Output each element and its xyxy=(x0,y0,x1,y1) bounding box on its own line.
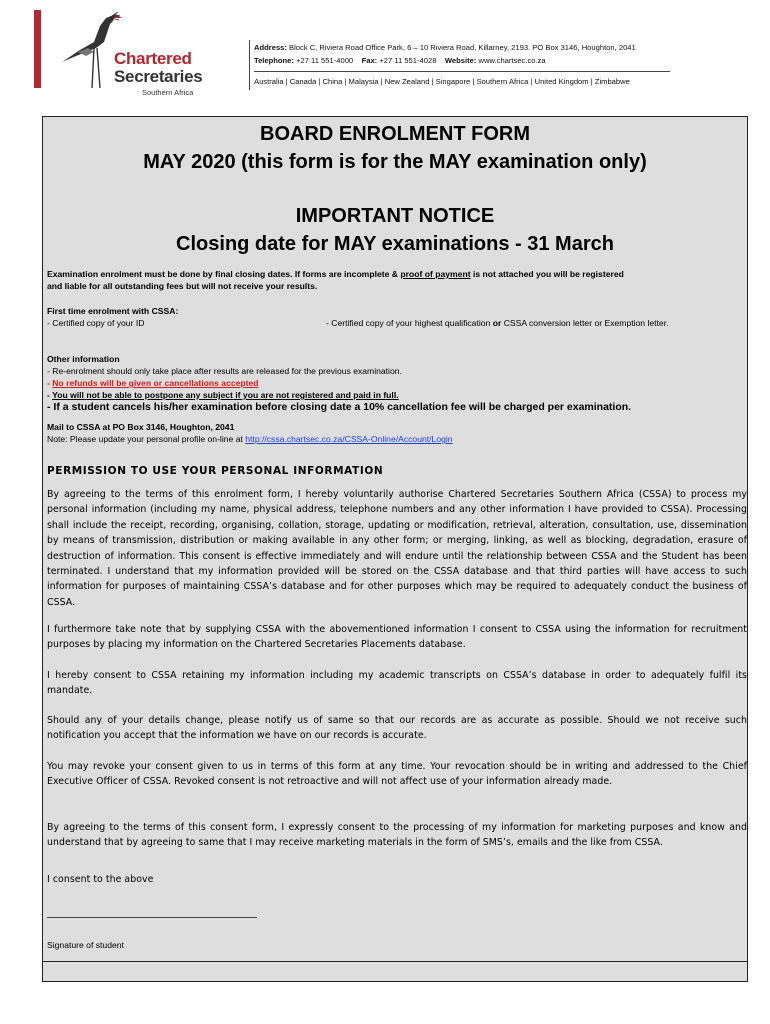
logo xyxy=(52,12,212,97)
logo-subtitle: Southern Africa xyxy=(142,88,194,97)
signature-label: Signature of student xyxy=(47,940,124,950)
fax-label: Fax: xyxy=(361,56,378,65)
telephone-line xyxy=(254,54,636,67)
header-divider-vertical xyxy=(249,40,250,90)
closing-date-notice: Closing date for MAY examinations - 31 March xyxy=(176,233,614,255)
enrolment-form xyxy=(42,116,748,982)
permission-paragraph-1: By agreeing to the terms of this enrolment form, I hereby voluntarily authorise Chartered Secretaries Southern Africa (CSSA) to process my personal information (including my name, physical address, telephone numbers and any other information I have provided to CSSA). Processing shall include the receipt, recording, organising, collation, storage, updating or modification, retrieval, alteration, consultation, use, dissemination by means of transmission, distribution or making available in any other form; or merging, linking, as well as blocking, degradation, erasure of destruction of information. This consent is effective immediately and will endure until the relationship between CSSA and the Student has been terminated. I understand that my information provided will be stored on the CSSA database and that third parties will have access to such information for purposes of maintaining CSSA’s database and for other purposes which may be required to adequately conduct the business of CSSA. xyxy=(47,489,747,608)
permission-title: PERMISSION TO USE YOUR PERSONAL INFORMATION xyxy=(47,465,384,477)
contact-block xyxy=(254,41,636,67)
other-info-reenrolment: - Re-enrolment should only take place after results are released for the previous examination. xyxy=(47,366,402,376)
signature-line[interactable] xyxy=(47,917,257,918)
telephone-value: +27 11 551-4000 xyxy=(296,56,354,65)
address-value: Block C, Riviera Road Office Park, 6 – 10 Riviera Road, Killarney, 2193. PO Box 3146, Houghton, 2041 xyxy=(289,43,636,52)
other-info-cancellation-fee: - If a student cancels his/her examination before closing date a 10% cancellation fee will be charged per examination. xyxy=(47,401,632,413)
refunds-text: No refunds will be given or cancellations accepted xyxy=(52,378,259,388)
profile-note xyxy=(47,433,745,445)
permission-paragraph-4: Should any of your details change, please notify us of same so that our records are as accurate as possible. Should we not receive such notification you accept that the information we have on our records is accurate. xyxy=(47,715,747,742)
permission-paragraph-5: You may revoke your consent given to us in terms of this form at any time. Your revocation should be in writing and addressed to the Chief Executive Officer of CSSA. Revoked consent is not retroactive and will not affect use of your information already made. xyxy=(47,761,747,788)
permission-paragraph-3: I hereby consent to CSSA retaining my information including my academic transcripts on CSSA’s database in order to adequately fulfil its mandate. xyxy=(47,670,747,697)
website-value: www.chartsec.co.za xyxy=(478,56,546,65)
enrolment-notice-line2: and liable for all outstanding fees but will not receive your results. xyxy=(47,281,318,291)
enrolment-notice xyxy=(47,268,745,280)
other-info-heading: Other information xyxy=(47,354,120,364)
logo-word-chartered: Chartered xyxy=(114,49,192,68)
address-line xyxy=(254,41,636,54)
form-subtitle: MAY 2020 (this form is for the MAY examination only) xyxy=(143,151,647,173)
first-time-id: - Certified copy of your ID xyxy=(47,318,145,328)
notice-title: IMPORTANT NOTICE xyxy=(295,205,495,227)
permission-paragraph-2: I furthermore take note that by supplying CSSA with the abovementioned information I consent to CSSA using the information for recruitment purposes by placing my information on the Chartered Secretaries Placements database. xyxy=(47,624,747,651)
other-info-refunds xyxy=(47,377,745,389)
telephone-label: Telephone: xyxy=(254,56,294,65)
enrolment-text: Examination enrolment must be done by final closing dates. If forms are incomplete & xyxy=(47,269,401,279)
logo-word-secretaries: Secretaries xyxy=(114,67,203,86)
countries-list: Australia | Canada | China | Malaysia | New Zealand | Singapore | Southern Africa | United Kingdom | Zimbabwe xyxy=(254,77,630,86)
qualification-text-cont: CSSA conversion letter or Exemption letter. xyxy=(501,318,669,328)
brand-accent-bar xyxy=(34,10,41,88)
address-label: Address: xyxy=(254,43,287,52)
form-bottom-divider xyxy=(43,961,747,962)
header-divider-horizontal xyxy=(254,71,670,72)
qualification-text: - Certified copy of your highest qualification xyxy=(326,318,493,328)
profile-login-link[interactable]: http://cssa.chartsec.co.za/CSSA-Online/Account/Login xyxy=(245,434,453,444)
first-time-qualification xyxy=(326,317,669,329)
enrolment-text-cont: is not attached you will be registered xyxy=(470,269,624,279)
consent-statement: I consent to the above xyxy=(47,874,154,885)
postpone-text: You will not be able to postpone any subject if you are not registered and paid in full. xyxy=(52,390,399,400)
mail-address: Mail to CSSA at PO Box 3146, Houghton, 2041 xyxy=(47,422,235,432)
fax-value: +27 11 551-4028 xyxy=(379,56,437,65)
postpone-dash: - xyxy=(47,390,53,400)
qualification-or: or xyxy=(492,318,502,328)
profile-note-text: Note: Please update your personal profile on-line at xyxy=(47,434,246,444)
refunds-dash: - xyxy=(47,378,53,388)
proof-of-payment-text: proof of payment xyxy=(400,269,471,279)
website-label: Website: xyxy=(444,56,477,65)
other-info-postpone xyxy=(47,389,745,401)
form-title: BOARD ENROLMENT FORM xyxy=(260,123,530,145)
first-time-heading: First time enrolment with CSSA: xyxy=(47,306,179,316)
permission-paragraph-6: By agreeing to the terms of this consent form, I expressly consent to the processing of my information for marketing purposes and know and understand that by agreeing to same that I may receive marketing materials in the form of SMS’s, emails and the like from CSSA. xyxy=(47,822,747,849)
